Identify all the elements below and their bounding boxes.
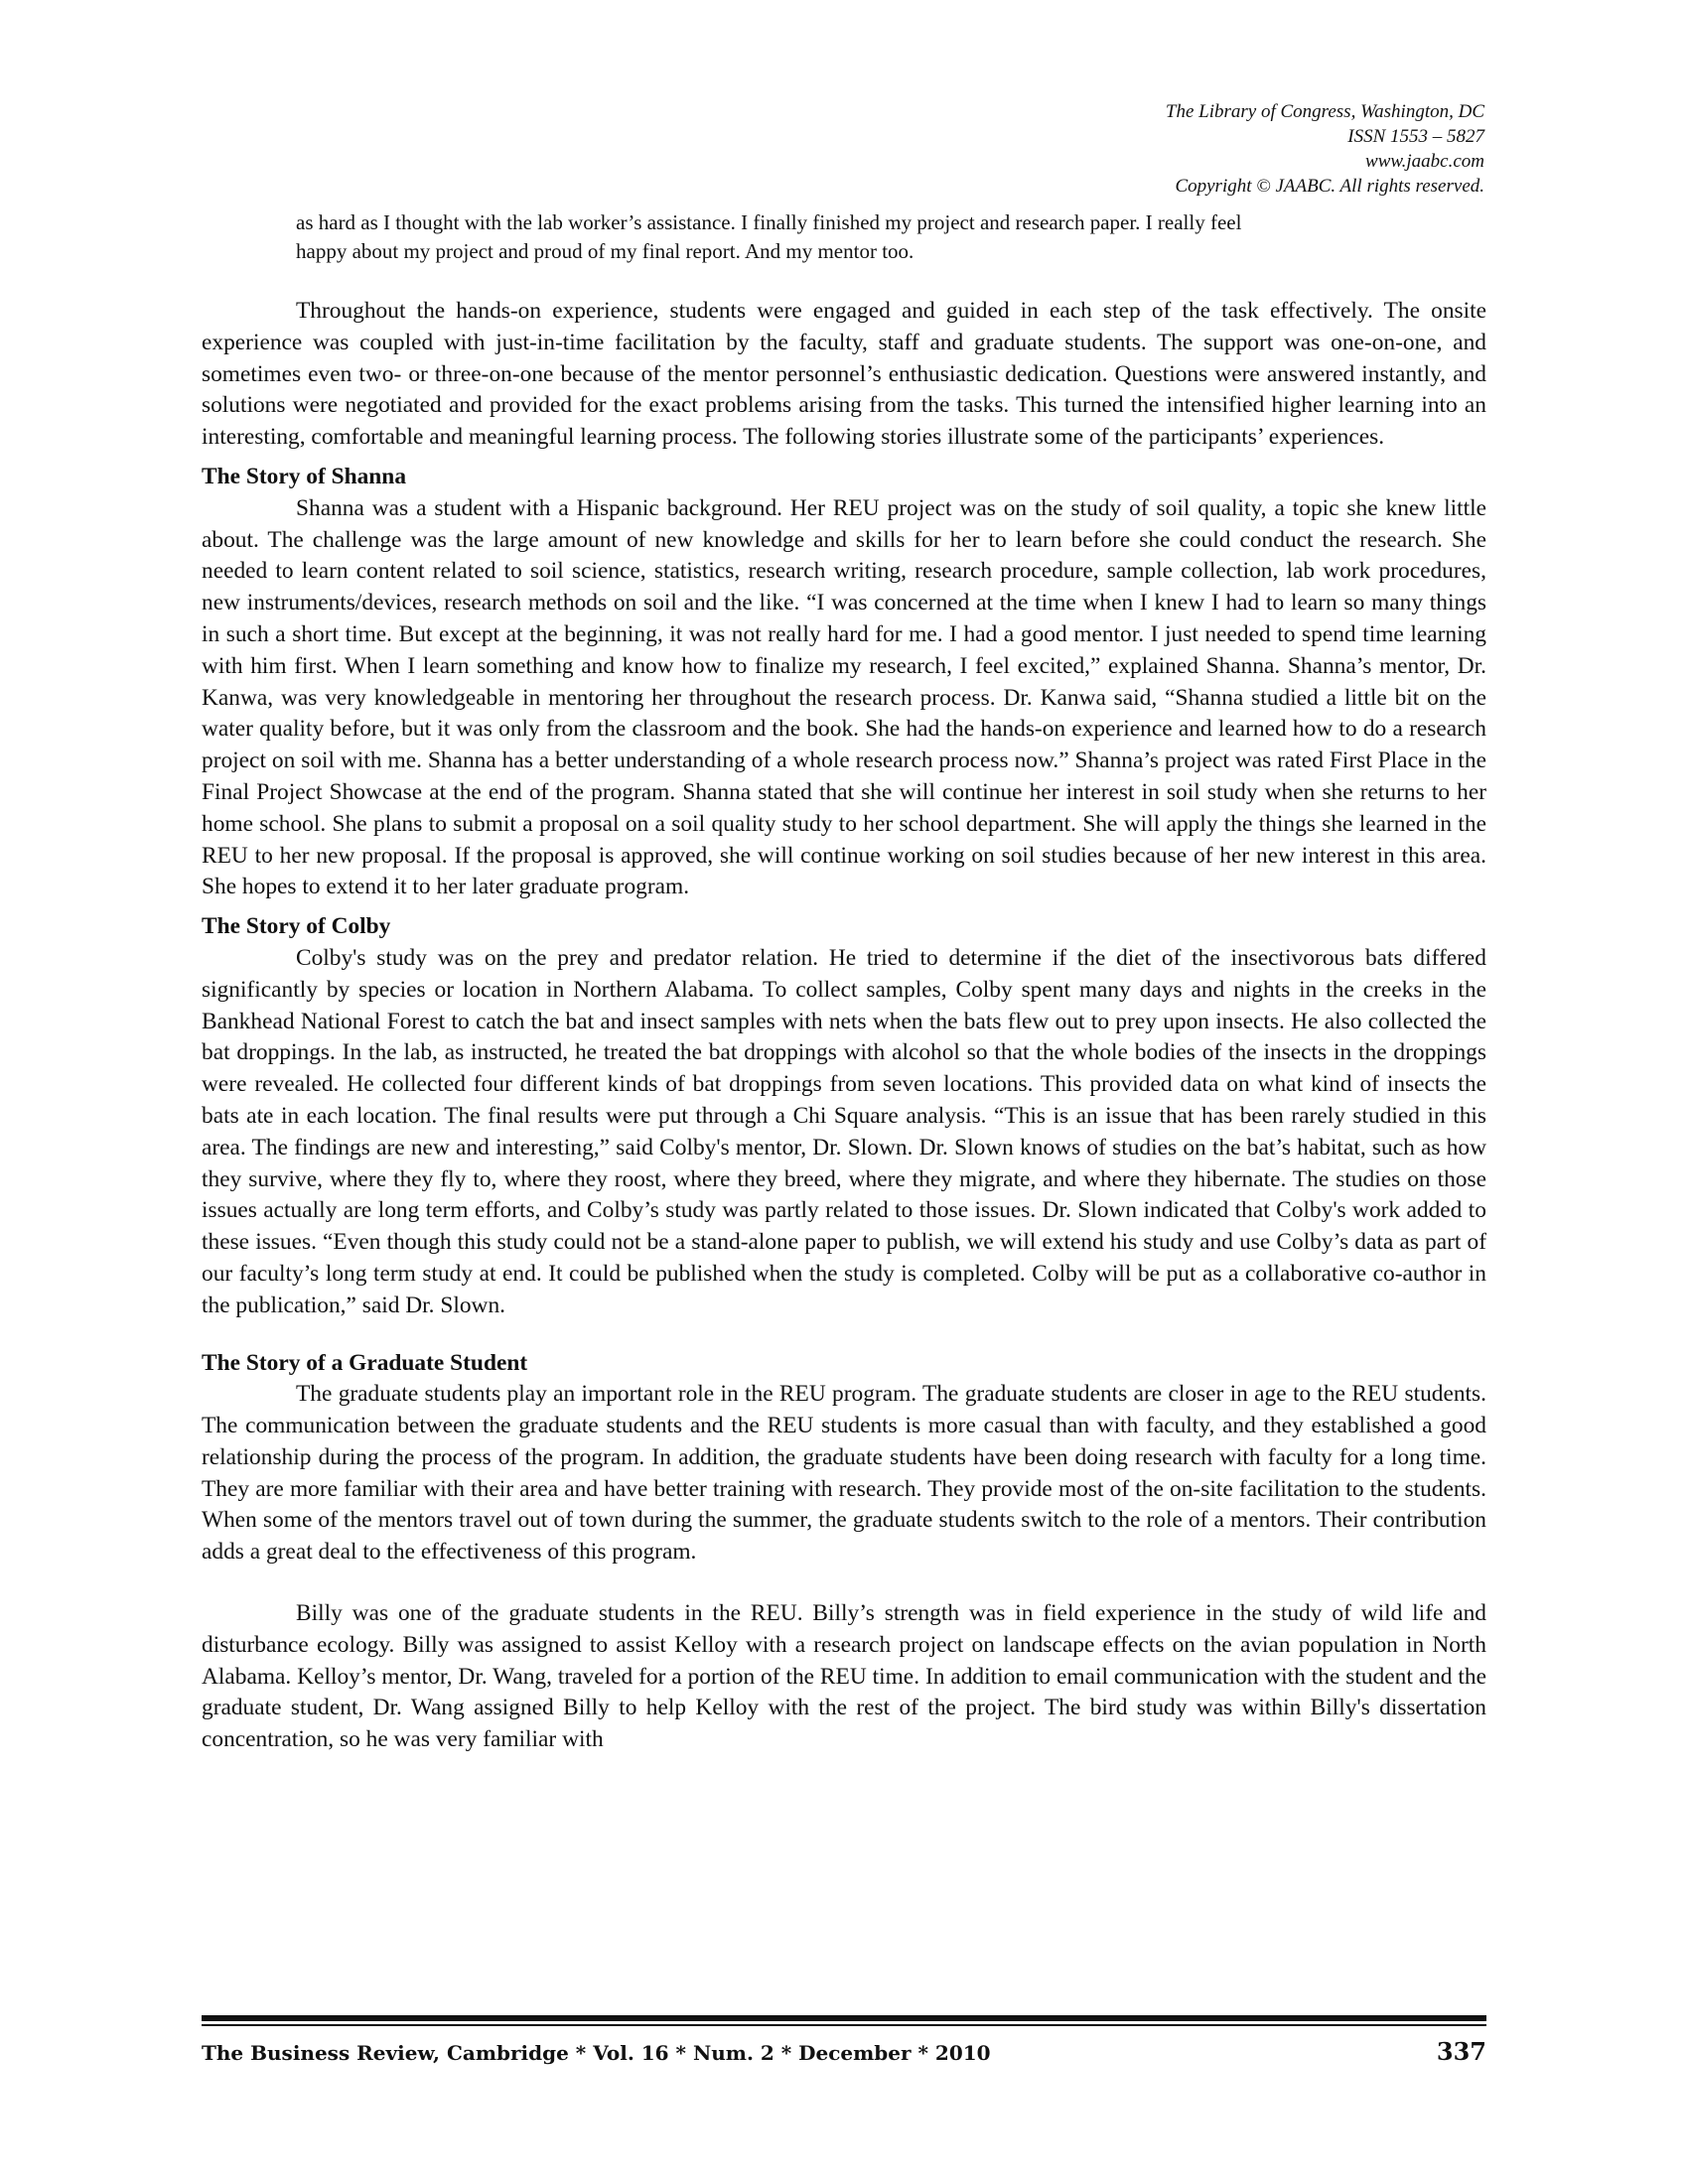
header-website: www.jaabc.com xyxy=(1365,151,1484,172)
header-library: The Library of Congress, Washington, DC xyxy=(1165,101,1484,122)
block-quote: as hard as I thought with the lab worker’s assistance. I finally finished my project and research paper. I really feel happy about my project and proud of my final report. And my mentor too. xyxy=(296,210,1242,263)
footer-rule-thick xyxy=(202,2015,1486,2021)
heading-story-graduate: The Story of a Graduate Student xyxy=(202,1349,528,1376)
paragraph-graduate: The graduate students play an important role in the REU program. The graduate students are closer in age to the REU students. The communication between the graduate students and the REU students is more casual than with faculty, and they established a good relationship during the process of the program. In addition, the graduate students have been doing research with faculty for a long time. They are more familiar with their area and have better training with research. They provide most of the on-site facilitation to the students. When some of the mentors travel out of town during the summer, the graduate students switch to the role of a mentors. Their contribution adds a great deal to the effectiveness of this program. xyxy=(202,1381,1486,1566)
page-number: 337 xyxy=(1436,2037,1486,2066)
heading-story-colby: The Story of Colby xyxy=(202,913,391,940)
paragraph-shanna: Shanna was a student with a Hispanic background. Her REU project was on the study of soil quality, a topic she knew little about. The challenge was the large amount of new knowledge and skills for her to learn before she could conduct the research. She needed to learn content related to soil science, statistics, research writing, research procedure, sample collection, lab work procedures, new instruments/devices, research methods on soil and the like. “I was concerned at the time when I knew I had to learn so many things in such a short time. But except at the beginning, it was not really hard for me. I had a good mentor. I just needed to spend time learning with him first. When I learn something and know how to finalize my research, I feel excited,” explained Shanna. Shanna’s mentor, Dr. Kanwa, was very knowledgeable in mentoring her throughout the research process. Dr. Kanwa said, “Shanna studied a little bit on the water quality before, but it was only from the classroom and the book. She had the hands-on experience and learned how to do a research project on soil with me. Shanna has a better understanding of a whole research process now.” Shanna’s project was rated First Place in the Final Project Showcase at the end of the program. Shanna stated that she will continue her interest in soil study when she returns to her home school. She plans to submit a proposal on a soil quality study to her school department. She will apply the things she learned in the REU to her new proposal. If the proposal is approved, she will continue working on soil studies because of her new interest in this area. She hopes to extend it to her later graduate program. xyxy=(202,494,1486,900)
footer-journal: The Business Review, Cambridge * Vol. 16 * Num. 2 * December * 2010 xyxy=(202,2041,991,2065)
header-issn: ISSN 1553 – 5827 xyxy=(1347,126,1484,147)
page-footer xyxy=(202,2037,1486,2066)
footer-rule-thin xyxy=(202,2024,1486,2026)
article-body xyxy=(202,208,1486,1756)
paragraph-billy: Billy was one of the graduate students in the REU. Billy’s strength was in field experience in the study of wild life and disturbance ecology. Billy was assigned to assist Kelloy with a research project on landscape effects on the avian population in North Alabama. Kelloy’s mentor, Dr. Wang, traveled for a portion of the REU time. In addition to email communication with the student and the graduate student, Dr. Wang assigned Billy to help Kelloy with the rest of the project. The bird study was within Billy's dissertation concentration, so he was very familiar with xyxy=(202,1600,1486,1753)
journal-header xyxy=(1166,99,1484,199)
heading-story-shanna: The Story of Shanna xyxy=(202,463,407,489)
paragraph-colby: Colby's study was on the prey and predator relation. He tried to determine if the diet of the insectivorous bats differed significantly by species or location in Northern Alabama. To collect samples, Colby spent many days and nights in the creeks in the Bankhead National Forest to catch the bat and insect samples with nets when the bats flew out to prey upon insects. He also collected the bat droppings. In the lab, as instructed, he treated the bat droppings with alcohol so that the whole bodies of the insects in the droppings were revealed. He collected four different kinds of bat droppings from seven locations. This provided data on what kind of insects the bats ate in each location. The final results were put through a Chi Square analysis. “This is an issue that has been rarely studied in this area. The findings are new and interesting,” said Colby's mentor, Dr. Slown. Dr. Slown knows of studies on the bat’s habitat, such as how they survive, where they fly to, where they roost, where they breed, where they migrate, and where they hibernate. The studies on those issues actually are long term efforts, and Colby’s study was partly related to those issues. Dr. Slown indicated that Colby's work added to these issues. “Even though this study could not be a stand-alone paper to publish, we will extend his study and use Colby’s data as part of our faculty’s long term study at end. It could be published when the study is completed. Colby will be put as a collaborative co-author in the publication,” said Dr. Slown. xyxy=(202,944,1486,1318)
header-copyright: Copyright © JAABC. All rights reserved. xyxy=(1175,176,1484,197)
paragraph-facilitation: Throughout the hands-on experience, students were engaged and guided in each step of the task effectively. The onsite experience was coupled with just-in-time facilitation by the faculty, staff and graduate students. The support was one-on-one, and sometimes even two- or three-on-one because of the mentor personnel’s enthusiastic dedication. Questions were answered instantly, and solutions were negotiated and provided for the exact problems arising from the tasks. This turned the intensified higher learning into an interesting, comfortable and meaningful learning process. The following stories illustrate some of the participants’ experiences. xyxy=(202,298,1486,451)
